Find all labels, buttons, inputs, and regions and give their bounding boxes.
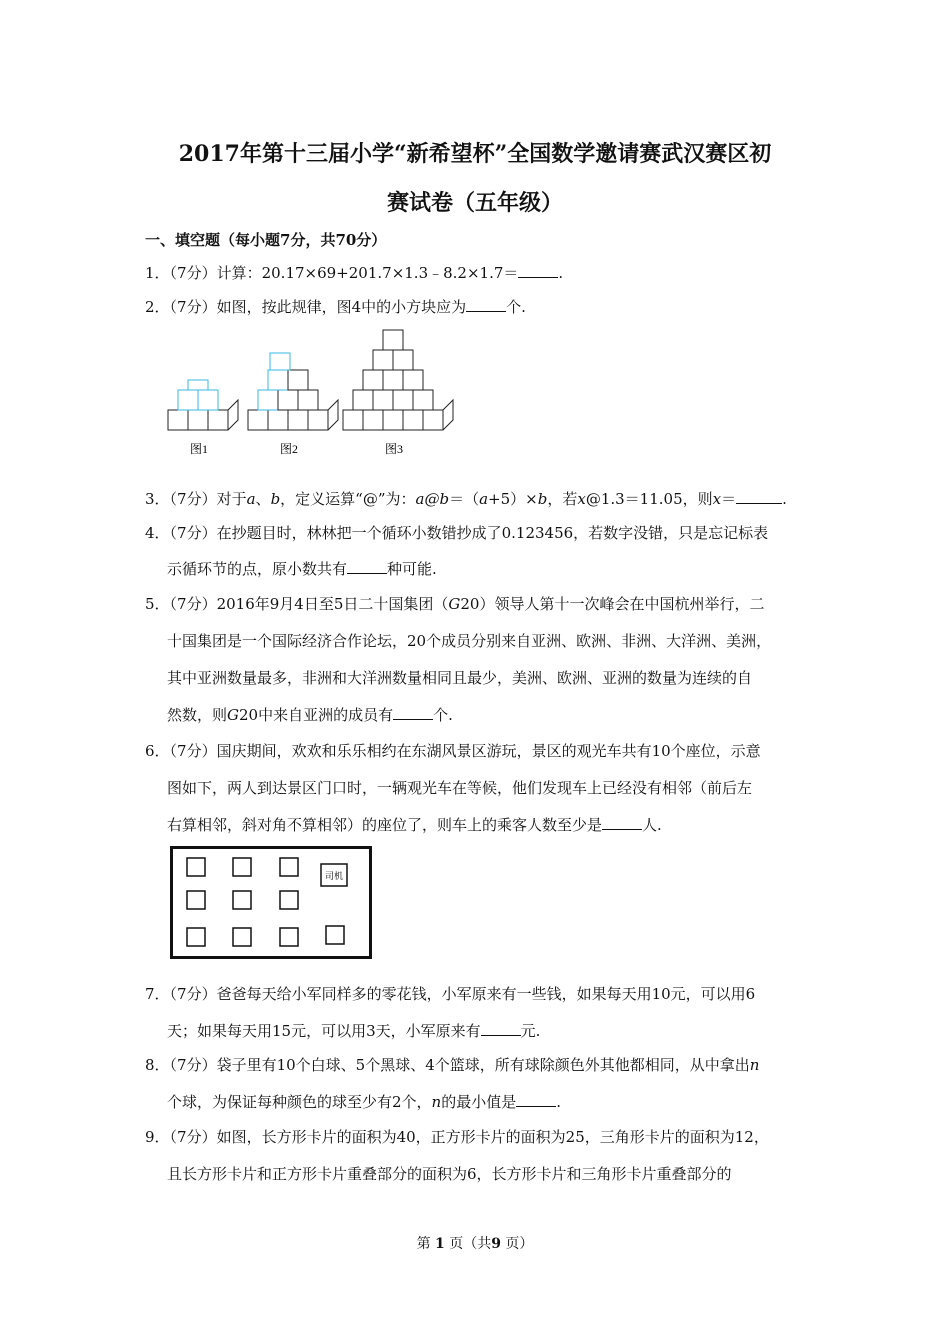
answer-blank	[516, 1092, 556, 1107]
answer-blank	[393, 705, 433, 720]
question-4-line1: 4．（7分）在抄题目时，林林把一个循环小数错抄成了0.123456，若数字没错，只是忘记标表	[145, 524, 769, 542]
seat	[280, 858, 298, 876]
figure-3	[343, 330, 453, 430]
question-3: 3．（7分）对于a、b，定义运算“@”为：a@b＝（a+5）×b，若x@1.3＝11.05，则x＝ .	[145, 490, 787, 508]
question-1: 1．（7分）计算：20.17×69+201.7×1.3﹣8.2×1.7＝ .	[145, 264, 564, 282]
section-heading: 一、填空题（每小题7分，共70分）	[145, 231, 387, 249]
question-6-line1: 6．（7分）国庆期间，欢欢和乐乐相约在东湖风景区游玩，景区的观光车共有10个座位，示意	[145, 742, 761, 760]
question-6-line3: 右算相邻，斜对角不算相邻）的座位了，则车上的乘客人数至少是 人.	[167, 816, 662, 834]
answer-blank	[347, 559, 387, 574]
question-8-line1: 8．（7分）袋子里有10个白球、5个黑球、4个篮球，所有球除颜色外其他都相同，从中拿出n	[145, 1056, 760, 1074]
page-title-line1: 2017年第十三届小学“新希望杯”全国数学邀请赛武汉赛区初	[178, 141, 772, 167]
seat	[280, 928, 298, 946]
cube-pattern-figure	[160, 325, 470, 460]
page-title-line2: 赛试卷（五年级）	[386, 190, 563, 216]
question-8-line2: 个球，为保证每种颜色的球至少有2个，n的最小值是 .	[167, 1093, 562, 1111]
answer-blank	[602, 815, 642, 830]
question-7-line1: 7．（7分）爸爸每天给小军同样多的零花钱，小军原来有一些钱，如果每天用10元，可以用6	[145, 985, 756, 1003]
seat	[326, 926, 344, 944]
figure-1	[168, 380, 238, 430]
driver-label: 司机	[324, 871, 344, 881]
seat	[233, 891, 251, 909]
figure-3-label: 图3	[385, 442, 404, 456]
question-7-line2: 天；如果每天用15元，可以用3天，小军原来有 元.	[167, 1022, 541, 1040]
answer-blank	[518, 263, 558, 278]
question-9-line1: 9．（7分）如图，长方形卡片的面积为40，正方形卡片的面积为25，三角形卡片的面积为12，	[145, 1128, 769, 1146]
seat	[187, 891, 205, 909]
seat	[233, 928, 251, 946]
question-6-line2: 图如下，两人到达景区门口时，一辆观光车在等候，他们发现车上已经没有相邻（前后左	[167, 779, 753, 797]
figure-2	[248, 353, 338, 430]
answer-blank	[466, 297, 506, 312]
question-5-line4: 然数，则G20中来自亚洲的成员有 个.	[167, 706, 453, 724]
bus-seat-diagram	[170, 846, 372, 959]
seat	[187, 928, 205, 946]
answer-blank	[736, 489, 782, 504]
question-5-line3: 其中亚洲数量最多，非洲和大洋洲数量相同且最少，美洲、欧洲、亚洲的数量为连续的自	[167, 669, 753, 687]
question-9-line2: 且长方形卡片和正方形卡片重叠部分的面积为6，长方形卡片和三角形卡片重叠部分的	[167, 1165, 732, 1183]
question-2: 2．（7分）如图，按此规律，图4中的小方块应为 个.	[145, 298, 526, 316]
figure-1-label: 图1	[190, 442, 209, 456]
seat	[280, 891, 298, 909]
seat	[233, 858, 251, 876]
question-5-line2: 十国集团是一个国际经济合作论坛，20个成员分别来自亚洲、欧洲、非洲、大洋洲、美洲，	[167, 632, 772, 650]
question-4-line2: 示循环节的点，原小数共有 种可能.	[167, 560, 437, 578]
figure-2-label: 图2	[280, 442, 299, 456]
seat	[187, 858, 205, 876]
question-5-line1: 5．（7分）2016年9月4日至5日二十国集团（G20）领导人第十一次峰会在中国杭州举行，二	[145, 595, 765, 613]
page-footer: 第 1 页（共9 页）	[416, 1236, 534, 1252]
answer-blank	[481, 1021, 521, 1036]
